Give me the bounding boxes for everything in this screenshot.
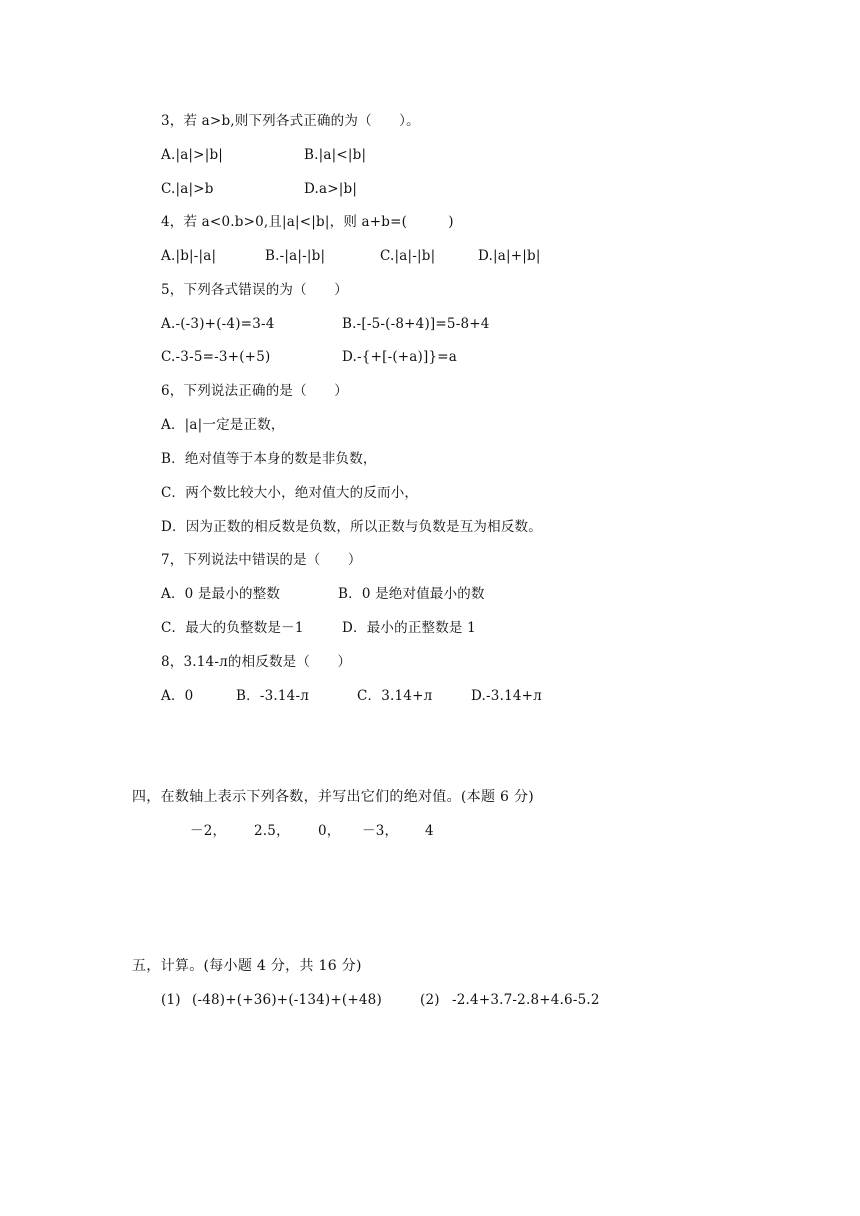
question-7-stem: 7，下列说法中错误的是（ ） xyxy=(161,552,362,568)
question-3-option-a: A.|a|>|b| xyxy=(161,147,224,163)
question-3-option-d: D.a>|b| xyxy=(304,181,358,197)
question-6-option-c: C．两个数比较大小，绝对值大的反而小， xyxy=(161,485,419,501)
question-8-option-b: B．-3.14-л xyxy=(236,688,309,704)
question-6-option-b: B．绝对值等于本身的数是非负数， xyxy=(161,451,377,467)
question-3-stem: 3，若 a>b,则下列各式正确的为（ ）。 xyxy=(161,113,420,129)
question-5-stem: 5，下列各式错误的为（ ） xyxy=(161,282,348,298)
question-3-option-c: C.|a|>b xyxy=(161,181,214,197)
section-5-heading: 五，计算。(每小题 4 分，共 16 分) xyxy=(132,958,362,974)
problem-number: (1) xyxy=(161,992,181,1008)
question-4-option-b: B.-|a|-|b| xyxy=(265,248,326,264)
question-6-option-a: A．|a|一定是正数， xyxy=(161,417,285,433)
number-item: －2， xyxy=(190,823,227,839)
question-7-option-a: A．0 是最小的整数 xyxy=(161,586,281,602)
question-5-option-c: C.-3-5=-3+(+5) xyxy=(161,349,271,365)
number-item: 0， xyxy=(318,823,341,839)
question-8-option-c: C．3.14+л xyxy=(357,688,433,704)
question-4-option-d: D.|a|+|b| xyxy=(478,248,541,264)
question-5-option-d: D.-{+[-(+a)]}=a xyxy=(342,349,458,365)
problem-expression: (-48)+(+36)+(-134)+(+48) xyxy=(192,992,382,1008)
question-6-stem: 6，下列说法正确的是（ ） xyxy=(161,383,348,399)
question-8-option-d: D.-3.14+л xyxy=(471,688,542,704)
question-5-option-a: A.-(-3)+(-4)=3-4 xyxy=(161,316,275,332)
question-8-stem: 8，3.14-л的相反数是（ ） xyxy=(161,654,352,670)
question-4-option-a: A.|b|-|a| xyxy=(161,248,217,264)
question-5-option-b: B.-[-5-(-8+4)]=5-8+4 xyxy=(342,316,490,332)
question-3-option-b: B.|a|<|b| xyxy=(304,147,367,163)
number-item: －3， xyxy=(362,823,399,839)
question-7-option-c: C．最大的负整数是－1 xyxy=(161,620,304,636)
question-7-option-d: D．最小的正整数是 1 xyxy=(342,620,476,636)
problem-number: (2) xyxy=(420,992,440,1008)
number-item: 4 xyxy=(425,823,434,839)
section-4-heading: 四，在数轴上表示下列各数，并写出它们的绝对值。(本题 6 分) xyxy=(132,789,535,805)
number-item: 2.5， xyxy=(254,823,290,839)
question-4-stem: 4，若 a<0.b>0,且|a|<|b|，则 a+b=( ) xyxy=(161,214,454,230)
question-7-option-b: B．0 是绝对值最小的数 xyxy=(338,586,485,602)
question-4-option-c: C.|a|-|b| xyxy=(380,248,436,264)
question-8-option-a: A．0 xyxy=(161,688,194,704)
question-6-option-d: D．因为正数的相反数是负数，所以正数与负数是互为相反数。 xyxy=(161,519,542,535)
problem-expression: -2.4+3.7-2.8+4.6-5.2 xyxy=(452,992,600,1008)
